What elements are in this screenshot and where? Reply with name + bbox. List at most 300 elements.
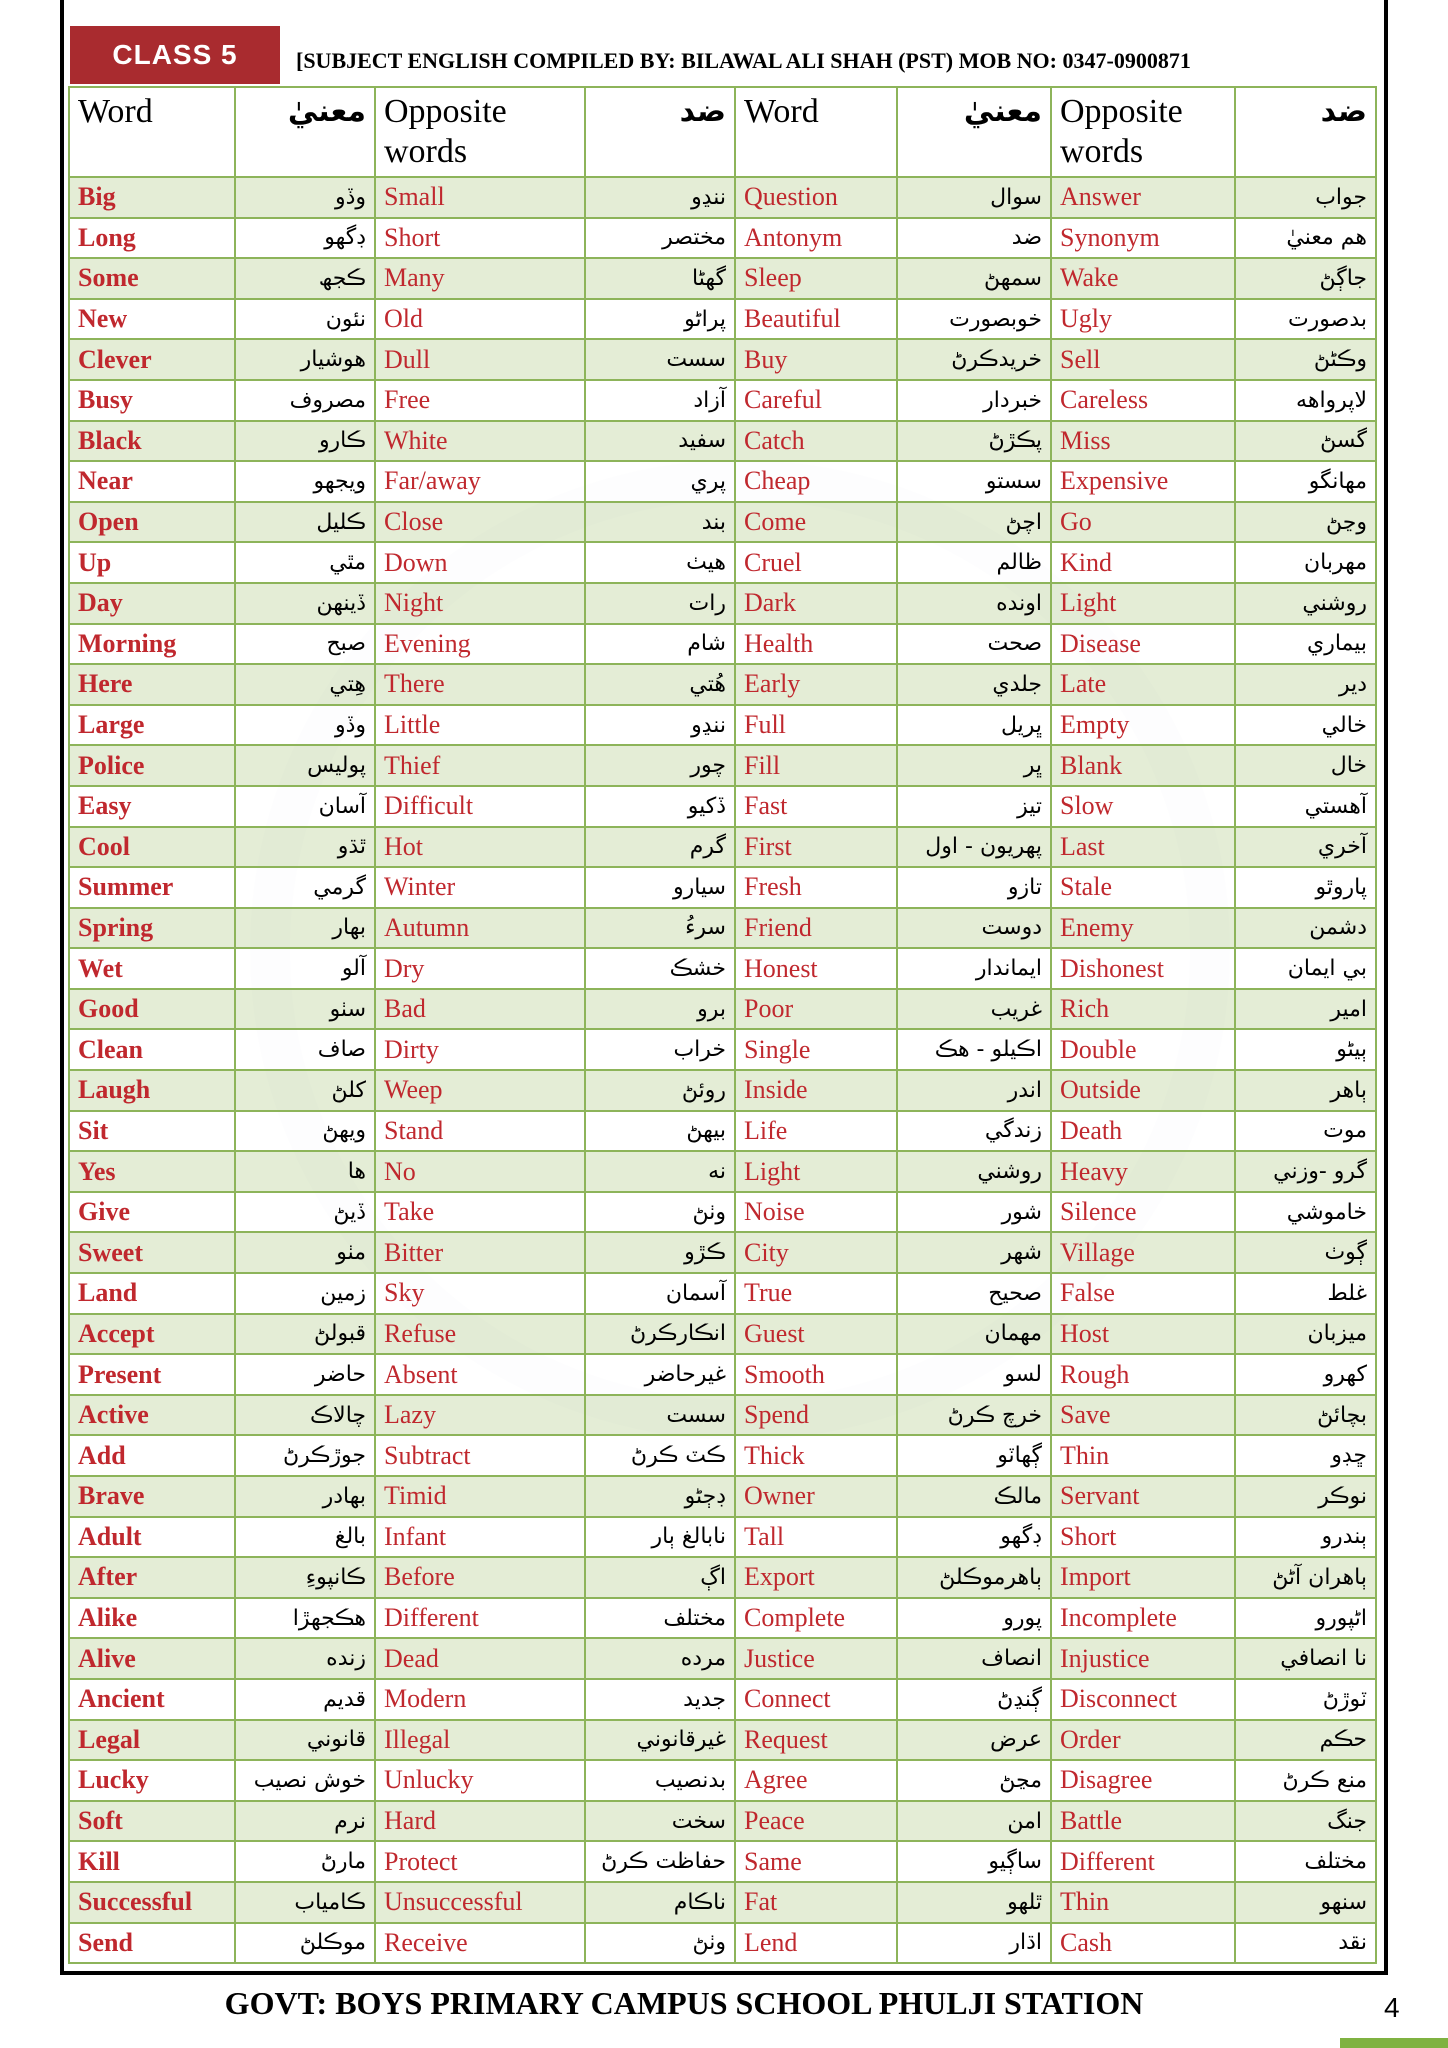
opposite-meaning-cell: گھڻا: [585, 258, 735, 299]
table-row: [69, 177, 1376, 218]
opposite-meaning-2-cell: گرو -وزني: [1235, 1151, 1376, 1192]
opposite-2-cell: Wake: [1051, 258, 1235, 299]
opposite-meaning-2-cell: مختلف: [1235, 1841, 1376, 1882]
word-2-cell: Question: [735, 177, 897, 218]
word-2-cell: Fat: [735, 1882, 897, 1923]
opposite-meaning-cell: ننڍو: [585, 705, 735, 746]
opposite-cell: Night: [375, 583, 585, 624]
opposite-2-cell: False: [1051, 1273, 1235, 1314]
opposite-2-cell: Miss: [1051, 421, 1235, 462]
opposite-2-cell: Blank: [1051, 745, 1235, 786]
opposite-cell: Dead: [375, 1638, 585, 1679]
word-meaning-2-cell: ڳهاٽو: [897, 1435, 1051, 1476]
opposite-cell: Dull: [375, 339, 585, 380]
opposite-meaning-cell: هيٺ: [585, 542, 735, 583]
word-meaning-cell: هڪجهڙا: [235, 1598, 375, 1639]
table-row: [69, 380, 1376, 421]
word-cell: Easy: [69, 786, 235, 827]
word-meaning-2-cell: انصاف: [897, 1638, 1051, 1679]
opposite-meaning-2-cell: آخري: [1235, 827, 1376, 868]
opposite-2-cell: Short: [1051, 1517, 1235, 1558]
opposite-meaning-2-cell: بدصورت: [1235, 299, 1376, 340]
word-meaning-2-cell: دوست: [897, 908, 1051, 949]
word-2-cell: Fill: [735, 745, 897, 786]
table-row: [69, 1801, 1376, 1842]
table-row: [69, 948, 1376, 989]
word-meaning-2-cell: امن: [897, 1801, 1051, 1842]
opposite-meaning-2-cell: ڳوٺ: [1235, 1232, 1376, 1273]
opposite-meaning-cell: وٺڻ: [585, 1923, 735, 1964]
word-meaning-cell: بهادر: [235, 1476, 375, 1517]
word-meaning-cell: آسان: [235, 786, 375, 827]
opposite-meaning-2-cell: هم معنيٰ: [1235, 218, 1376, 259]
table-row: [69, 1111, 1376, 1152]
opposite-meaning-cell: چور: [585, 745, 735, 786]
opposite-2-cell: Death: [1051, 1111, 1235, 1152]
table-row: [69, 1679, 1376, 1720]
opposite-cell: Unsuccessful: [375, 1882, 585, 1923]
opposite-meaning-cell: آزاد: [585, 380, 735, 421]
opposite-meaning-2-cell: سنهو: [1235, 1882, 1376, 1923]
table-row: [69, 258, 1376, 299]
word-2-cell: Beautiful: [735, 299, 897, 340]
class-badge: CLASS 5: [70, 26, 280, 84]
word-cell: Yes: [69, 1151, 235, 1192]
table-row: [69, 1151, 1376, 1192]
table-row: [69, 1923, 1376, 1964]
table-row: [69, 705, 1376, 746]
word-meaning-2-cell: ڊگهو: [897, 1517, 1051, 1558]
opposite-2-cell: Thin: [1051, 1435, 1235, 1476]
opposite-meaning-cell: جديد: [585, 1679, 735, 1720]
opposite-meaning-2-cell: نا انصافي: [1235, 1638, 1376, 1679]
word-meaning-cell: ڏينهن: [235, 583, 375, 624]
opposite-meaning-cell: حفاظت ڪرڻ: [585, 1841, 735, 1882]
word-meaning-cell: بالغ: [235, 1517, 375, 1558]
opposite-cell: Free: [375, 380, 585, 421]
word-meaning-2-cell: تيز: [897, 786, 1051, 827]
header-opposite-urdu-2: ضد: [1235, 87, 1376, 177]
opposite-meaning-2-cell: ٻاهران آڻڻ: [1235, 1557, 1376, 1598]
opposite-meaning-2-cell: مهانگو: [1235, 461, 1376, 502]
opposite-2-cell: Answer: [1051, 177, 1235, 218]
table-row: [69, 1760, 1376, 1801]
opposite-2-cell: Host: [1051, 1314, 1235, 1355]
opposite-cell: Take: [375, 1192, 585, 1233]
word-cell: Wet: [69, 948, 235, 989]
word-2-cell: Fresh: [735, 867, 897, 908]
word-cell: Busy: [69, 380, 235, 421]
word-meaning-2-cell: خريدڪرڻ: [897, 339, 1051, 380]
opposite-cell: Infant: [375, 1517, 585, 1558]
word-meaning-cell: مارڻ: [235, 1841, 375, 1882]
opposite-meaning-2-cell: ٻيڻو: [1235, 1029, 1376, 1070]
opposite-meaning-2-cell: دير: [1235, 664, 1376, 705]
antonyms-table: [68, 86, 1377, 1964]
opposite-meaning-2-cell: اڻپورو: [1235, 1598, 1376, 1639]
word-meaning-cell: نئون: [235, 299, 375, 340]
opposite-cell: Hard: [375, 1801, 585, 1842]
opposite-meaning-cell: ننڍو: [585, 177, 735, 218]
opposite-2-cell: Sell: [1051, 339, 1235, 380]
word-2-cell: Thick: [735, 1435, 897, 1476]
word-cell: Adult: [69, 1517, 235, 1558]
opposite-2-cell: Disconnect: [1051, 1679, 1235, 1720]
opposite-meaning-2-cell: مهربان: [1235, 542, 1376, 583]
word-cell: Legal: [69, 1720, 235, 1761]
table-row: [69, 339, 1376, 380]
word-2-cell: Request: [735, 1720, 897, 1761]
table-row: [69, 1314, 1376, 1355]
opposite-meaning-cell: روئڻ: [585, 1070, 735, 1111]
opposite-cell: Different: [375, 1598, 585, 1639]
opposite-cell: Before: [375, 1557, 585, 1598]
word-meaning-cell: نرم: [235, 1801, 375, 1842]
opposite-meaning-2-cell: بچائڻ: [1235, 1395, 1376, 1436]
word-cell: Spring: [69, 908, 235, 949]
word-meaning-cell: چالاڪ: [235, 1395, 375, 1436]
word-2-cell: Justice: [735, 1638, 897, 1679]
word-meaning-2-cell: صحت: [897, 624, 1051, 665]
word-meaning-2-cell: اندر: [897, 1070, 1051, 1111]
school-footer: [0, 1985, 1448, 2022]
word-meaning-2-cell: تازو: [897, 867, 1051, 908]
opposite-2-cell: Light: [1051, 583, 1235, 624]
page-accent-bar: [1340, 2038, 1448, 2048]
opposite-meaning-cell: بيهڻ: [585, 1111, 735, 1152]
word-2-cell: Spend: [735, 1395, 897, 1436]
word-2-cell: Sleep: [735, 258, 897, 299]
header-word-2: Word: [735, 87, 897, 177]
table-row: [69, 421, 1376, 462]
opposite-cell: Bitter: [375, 1232, 585, 1273]
word-cell: Near: [69, 461, 235, 502]
word-cell: Add: [69, 1435, 235, 1476]
opposite-cell: Dirty: [375, 1029, 585, 1070]
word-cell: Large: [69, 705, 235, 746]
opposite-meaning-cell: اڳ: [585, 1557, 735, 1598]
opposite-meaning-2-cell: جنگ: [1235, 1801, 1376, 1842]
word-meaning-cell: ڪانپوءِ: [235, 1557, 375, 1598]
table-row: [69, 664, 1376, 705]
word-2-cell: Smooth: [735, 1354, 897, 1395]
opposite-cell: Protect: [375, 1841, 585, 1882]
word-meaning-2-cell: ڀر: [897, 745, 1051, 786]
word-meaning-2-cell: اونده: [897, 583, 1051, 624]
word-2-cell: Honest: [735, 948, 897, 989]
word-2-cell: Come: [735, 502, 897, 543]
opposite-meaning-cell: رات: [585, 583, 735, 624]
word-2-cell: Fast: [735, 786, 897, 827]
word-cell: Ancient: [69, 1679, 235, 1720]
table-row: [69, 1395, 1376, 1436]
opposite-meaning-2-cell: گسڻ: [1235, 421, 1376, 462]
table-row: [69, 218, 1376, 259]
word-cell: Some: [69, 258, 235, 299]
opposite-cell: Small: [375, 177, 585, 218]
opposite-meaning-cell: خشڪ: [585, 948, 735, 989]
table-row: [69, 542, 1376, 583]
word-2-cell: Life: [735, 1111, 897, 1152]
opposite-meaning-2-cell: جواب: [1235, 177, 1376, 218]
word-meaning-cell: ها: [235, 1151, 375, 1192]
word-meaning-cell: حاضر: [235, 1354, 375, 1395]
table-row: [69, 1435, 1376, 1476]
opposite-2-cell: Double: [1051, 1029, 1235, 1070]
word-2-cell: Peace: [735, 1801, 897, 1842]
opposite-cell: Dry: [375, 948, 585, 989]
opposite-meaning-cell: مختصر: [585, 218, 735, 259]
word-2-cell: True: [735, 1273, 897, 1314]
word-meaning-2-cell: ڳنڍڻ: [897, 1679, 1051, 1720]
word-cell: Black: [69, 421, 235, 462]
opposite-2-cell: Careless: [1051, 380, 1235, 421]
word-meaning-2-cell: سستو: [897, 461, 1051, 502]
opposite-2-cell: Synonym: [1051, 218, 1235, 259]
word-meaning-cell: ويجهو: [235, 461, 375, 502]
word-meaning-cell: قديم: [235, 1679, 375, 1720]
opposite-2-cell: Village: [1051, 1232, 1235, 1273]
word-meaning-2-cell: اچڻ: [897, 502, 1051, 543]
table-row: [69, 1720, 1376, 1761]
word-meaning-2-cell: جلدي: [897, 664, 1051, 705]
word-cell: Alive: [69, 1638, 235, 1679]
opposite-2-cell: Outside: [1051, 1070, 1235, 1111]
opposite-meaning-cell: سرءُ: [585, 908, 735, 949]
word-2-cell: Single: [735, 1029, 897, 1070]
table-row: [69, 1638, 1376, 1679]
word-2-cell: Cruel: [735, 542, 897, 583]
opposite-meaning-2-cell: نقد: [1235, 1923, 1376, 1964]
opposite-meaning-cell: نابالغ ٻار: [585, 1517, 735, 1558]
word-meaning-2-cell: مالڪ: [897, 1476, 1051, 1517]
opposite-cell: Refuse: [375, 1314, 585, 1355]
word-meaning-2-cell: ظالم: [897, 542, 1051, 583]
opposite-meaning-2-cell: خاموشي: [1235, 1192, 1376, 1233]
opposite-2-cell: Save: [1051, 1395, 1235, 1436]
opposite-cell: Subtract: [375, 1435, 585, 1476]
word-meaning-cell: پوليس: [235, 745, 375, 786]
opposite-cell: Little: [375, 705, 585, 746]
opposite-meaning-2-cell: خالي: [1235, 705, 1376, 746]
word-cell: Active: [69, 1395, 235, 1436]
opposite-2-cell: Ugly: [1051, 299, 1235, 340]
word-2-cell: City: [735, 1232, 897, 1273]
table-row: [69, 583, 1376, 624]
word-2-cell: Buy: [735, 339, 897, 380]
word-cell: Good: [69, 989, 235, 1030]
word-meaning-2-cell: صحيح: [897, 1273, 1051, 1314]
opposite-meaning-2-cell: کهرو: [1235, 1354, 1376, 1395]
word-meaning-2-cell: پهريون - اول: [897, 827, 1051, 868]
header-opposite-2: Opposite words: [1051, 87, 1235, 177]
table-row: [69, 1070, 1376, 1111]
word-2-cell: Early: [735, 664, 897, 705]
opposite-meaning-2-cell: امير: [1235, 989, 1376, 1030]
opposite-cell: Hot: [375, 827, 585, 868]
opposite-meaning-2-cell: ٻندرو: [1235, 1517, 1376, 1558]
word-2-cell: Connect: [735, 1679, 897, 1720]
opposite-cell: Evening: [375, 624, 585, 665]
opposite-2-cell: Servant: [1051, 1476, 1235, 1517]
word-meaning-cell: زنده: [235, 1638, 375, 1679]
table-row: [69, 1476, 1376, 1517]
word-2-cell: Light: [735, 1151, 897, 1192]
word-2-cell: Antonym: [735, 218, 897, 259]
word-cell: Clean: [69, 1029, 235, 1070]
word-meaning-cell: موڪلڻ: [235, 1923, 375, 1964]
subject-header: [SUBJECT ENGLISH COMPILED BY: BILAWAL ALI SHAH (PST) MOB NO: 0347-0900871: [296, 48, 1191, 73]
opposite-cell: Old: [375, 299, 585, 340]
opposite-2-cell: Different: [1051, 1841, 1235, 1882]
opposite-2-cell: Heavy: [1051, 1151, 1235, 1192]
opposite-2-cell: Disagree: [1051, 1760, 1235, 1801]
opposite-meaning-cell: ناڪام: [585, 1882, 735, 1923]
word-2-cell: Export: [735, 1557, 897, 1598]
word-meaning-2-cell: خبردار: [897, 380, 1051, 421]
opposite-cell: Bad: [375, 989, 585, 1030]
opposite-meaning-2-cell: منع ڪرڻ: [1235, 1760, 1376, 1801]
opposite-meaning-cell: غيرقانوني: [585, 1720, 735, 1761]
word-meaning-2-cell: زندگي: [897, 1111, 1051, 1152]
opposite-meaning-cell: انڪارڪرڻ: [585, 1314, 735, 1355]
word-meaning-cell: خوش نصيب: [235, 1760, 375, 1801]
word-meaning-cell: ڏيڻ: [235, 1192, 375, 1233]
opposite-meaning-cell: بند: [585, 502, 735, 543]
word-meaning-2-cell: مهمان: [897, 1314, 1051, 1355]
word-meaning-2-cell: ٿلهو: [897, 1882, 1051, 1923]
table-row: [69, 827, 1376, 868]
word-meaning-2-cell: عرض: [897, 1720, 1051, 1761]
word-cell: Brave: [69, 1476, 235, 1517]
opposite-meaning-2-cell: پاروٿو: [1235, 867, 1376, 908]
opposite-meaning-cell: ڊڄڻو: [585, 1476, 735, 1517]
opposite-2-cell: Empty: [1051, 705, 1235, 746]
opposite-2-cell: Import: [1051, 1557, 1235, 1598]
word-2-cell: First: [735, 827, 897, 868]
word-meaning-cell: وڏو: [235, 705, 375, 746]
word-meaning-2-cell: پڪڙڻ: [897, 421, 1051, 462]
opposite-cell: Timid: [375, 1476, 585, 1517]
opposite-2-cell: Slow: [1051, 786, 1235, 827]
word-2-cell: Owner: [735, 1476, 897, 1517]
opposite-meaning-2-cell: روشني: [1235, 583, 1376, 624]
opposite-2-cell: Rich: [1051, 989, 1235, 1030]
word-2-cell: Dark: [735, 583, 897, 624]
word-cell: Clever: [69, 339, 235, 380]
header-word: Word: [69, 87, 235, 177]
opposite-cell: Stand: [375, 1111, 585, 1152]
school-name: GOVT: BOYS PRIMARY CAMPUS SCHOOL PHULJI STATION: [224, 1985, 1144, 2021]
opposite-meaning-cell: غيرحاضر: [585, 1354, 735, 1395]
word-cell: Here: [69, 664, 235, 705]
opposite-cell: Modern: [375, 1679, 585, 1720]
word-meaning-cell: صبح: [235, 624, 375, 665]
word-cell: Successful: [69, 1882, 235, 1923]
word-cell: Sit: [69, 1111, 235, 1152]
opposite-2-cell: Battle: [1051, 1801, 1235, 1842]
opposite-cell: Close: [375, 502, 585, 543]
opposite-meaning-2-cell: بي ايمان: [1235, 948, 1376, 989]
opposite-2-cell: Kind: [1051, 542, 1235, 583]
opposite-cell: White: [375, 421, 585, 462]
word-meaning-cell: وڏو: [235, 177, 375, 218]
word-cell: Kill: [69, 1841, 235, 1882]
opposite-cell: Winter: [375, 867, 585, 908]
table-row: [69, 1273, 1376, 1314]
word-2-cell: Full: [735, 705, 897, 746]
word-cell: Sweet: [69, 1232, 235, 1273]
word-cell: Up: [69, 542, 235, 583]
opposite-meaning-2-cell: لاپرواهه: [1235, 380, 1376, 421]
opposite-meaning-2-cell: بيماري: [1235, 624, 1376, 665]
word-cell: Accept: [69, 1314, 235, 1355]
table-row: [69, 502, 1376, 543]
word-meaning-2-cell: شهر: [897, 1232, 1051, 1273]
word-meaning-2-cell: شور: [897, 1192, 1051, 1233]
opposite-cell: Receive: [375, 1923, 585, 1964]
table-row: [69, 461, 1376, 502]
opposite-meaning-cell: ڪٽ ڪرڻ: [585, 1435, 735, 1476]
word-cell: Summer: [69, 867, 235, 908]
word-meaning-2-cell: سمهڻ: [897, 258, 1051, 299]
opposite-meaning-cell: سخت: [585, 1801, 735, 1842]
opposite-cell: Unlucky: [375, 1760, 585, 1801]
word-meaning-2-cell: اڌار: [897, 1923, 1051, 1964]
opposite-meaning-cell: سفيد: [585, 421, 735, 462]
opposite-meaning-cell: سست: [585, 1395, 735, 1436]
word-meaning-2-cell: ٻاهرموڪلڻ: [897, 1557, 1051, 1598]
opposite-2-cell: Order: [1051, 1720, 1235, 1761]
word-cell: Lucky: [69, 1760, 235, 1801]
opposite-meaning-cell: مرده: [585, 1638, 735, 1679]
table-row: [69, 1557, 1376, 1598]
opposite-meaning-2-cell: خال: [1235, 745, 1376, 786]
word-meaning-2-cell: روشني: [897, 1151, 1051, 1192]
opposite-meaning-2-cell: دشمن: [1235, 908, 1376, 949]
table-header-row: [69, 87, 1376, 177]
word-meaning-cell: ڪليل: [235, 502, 375, 543]
word-meaning-cell: ويهڻ: [235, 1111, 375, 1152]
word-cell: Land: [69, 1273, 235, 1314]
opposite-meaning-cell: مختلف: [585, 1598, 735, 1639]
table-row: [69, 1882, 1376, 1923]
opposite-meaning-cell: گرم: [585, 827, 735, 868]
table-row: [69, 1841, 1376, 1882]
opposite-meaning-2-cell: غلط: [1235, 1273, 1376, 1314]
opposite-meaning-cell: سيارو: [585, 867, 735, 908]
word-meaning-cell: مٿي: [235, 542, 375, 583]
opposite-meaning-2-cell: حڪم: [1235, 1720, 1376, 1761]
opposite-meaning-2-cell: موت: [1235, 1111, 1376, 1152]
opposite-meaning-2-cell: وڃڻ: [1235, 502, 1376, 543]
word-meaning-2-cell: ساڳيو: [897, 1841, 1051, 1882]
word-meaning-cell: قانوني: [235, 1720, 375, 1761]
word-cell: Laugh: [69, 1070, 235, 1111]
word-meaning-cell: مصروف: [235, 380, 375, 421]
word-2-cell: Noise: [735, 1192, 897, 1233]
word-cell: Give: [69, 1192, 235, 1233]
word-meaning-cell: ڪامياب: [235, 1882, 375, 1923]
word-2-cell: Cheap: [735, 461, 897, 502]
opposite-cell: Far/away: [375, 461, 585, 502]
word-cell: Cool: [69, 827, 235, 868]
opposite-cell: Lazy: [375, 1395, 585, 1436]
opposite-cell: Absent: [375, 1354, 585, 1395]
opposite-cell: Weep: [375, 1070, 585, 1111]
table-row: [69, 908, 1376, 949]
word-meaning-2-cell: خوبصورت: [897, 299, 1051, 340]
